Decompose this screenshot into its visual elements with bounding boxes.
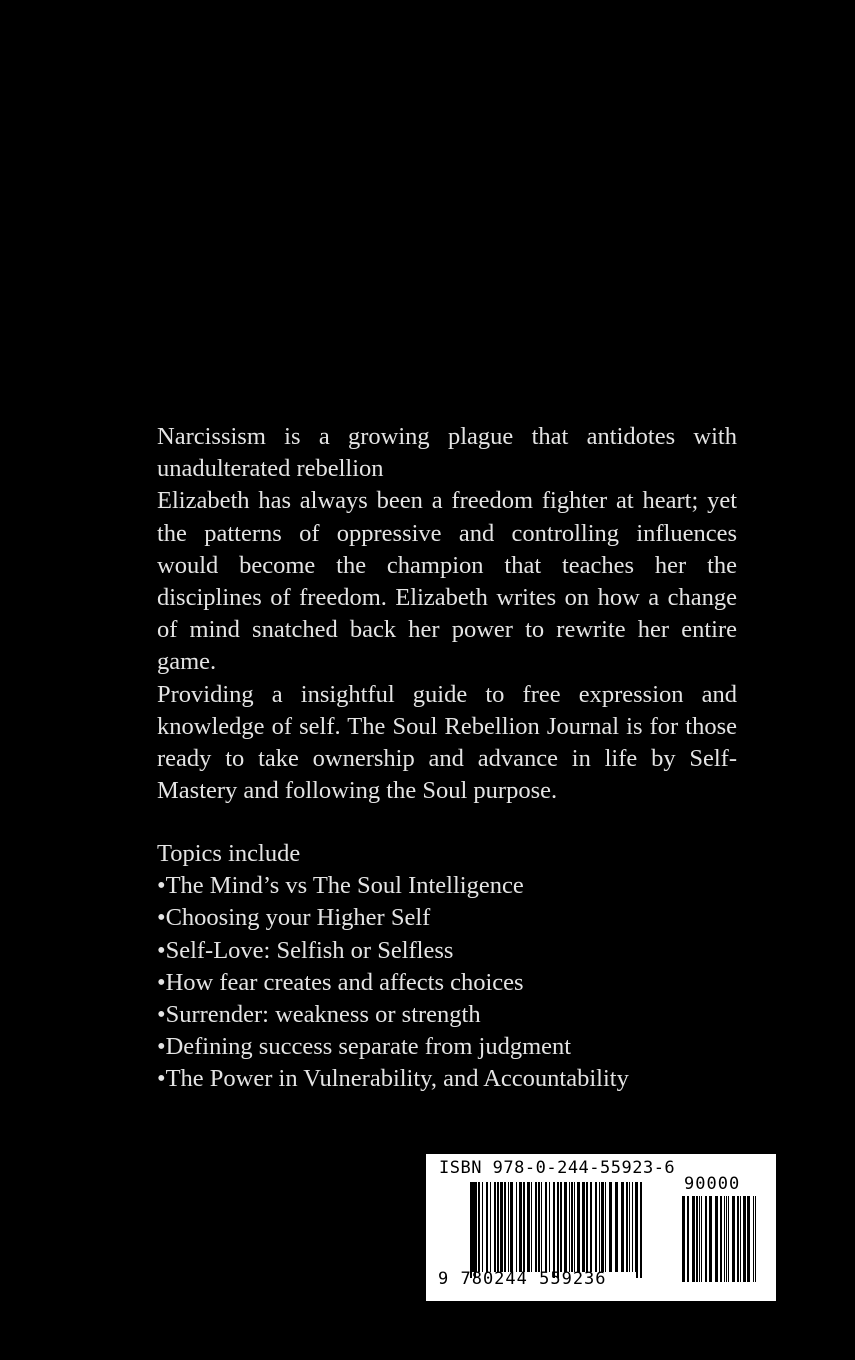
barcode-bar <box>687 1196 689 1282</box>
barcode-bar <box>605 1182 606 1272</box>
topics-heading: Topics include <box>157 840 301 867</box>
topic-item: •Surrender: weakness or strength <box>157 1001 481 1029</box>
barcode-bar <box>609 1182 612 1272</box>
barcode-guard-bar <box>474 1182 476 1278</box>
topic-item: •Defining success separate from judgment <box>157 1033 572 1061</box>
barcode-bar <box>699 1196 700 1282</box>
barcode-bar <box>724 1196 725 1282</box>
barcode-bar <box>590 1182 592 1272</box>
barcode-bar <box>720 1196 722 1282</box>
barcode-bar <box>497 1182 499 1272</box>
blurb-paragraph-3: Providing a insightful guide to free expression and knowledge of self. The Soul Rebellion Journal is for those ready to take ownership and advance in life by Self- Mastery and following the Soul purpose. <box>157 680 737 805</box>
isbn-barcode <box>426 1154 776 1301</box>
barcode-bar <box>478 1182 480 1272</box>
barcode-bar <box>510 1182 513 1272</box>
barcode-bar <box>519 1182 522 1272</box>
barcode-bar <box>472 1182 474 1272</box>
barcode-bar <box>527 1182 530 1272</box>
barcode-bar <box>715 1196 718 1282</box>
barcode-bar <box>516 1182 517 1272</box>
barcode-bar <box>508 1182 509 1272</box>
topics-section <box>157 838 757 1096</box>
barcode-bar <box>538 1182 540 1272</box>
price-code: 90000 <box>684 1174 741 1194</box>
barcode-bar <box>755 1196 756 1282</box>
barcode-bar <box>574 1182 575 1272</box>
barcode-bar <box>737 1196 739 1282</box>
barcode-bar <box>696 1196 698 1282</box>
barcode-guard-bar <box>553 1182 555 1278</box>
barcode-bar <box>753 1196 754 1282</box>
barcode-bar <box>732 1196 735 1282</box>
barcode-bar <box>535 1182 537 1272</box>
barcode-bar <box>482 1182 483 1272</box>
barcode-bar <box>569 1182 570 1272</box>
barcode-bar <box>615 1182 618 1272</box>
barcode-bar <box>629 1182 630 1272</box>
topic-item: •Self-Love: Selfish or Selfless <box>157 936 454 964</box>
barcode-bar <box>577 1182 580 1272</box>
barcode-bar <box>545 1182 547 1272</box>
ean-digits: 9 780244 559236 <box>438 1269 607 1289</box>
barcode-bar <box>549 1182 550 1272</box>
barcode-guard-bar <box>640 1182 642 1278</box>
topic-item: •How fear creates and affects choices <box>157 968 524 996</box>
topics-list <box>157 870 757 1095</box>
barcode-bar <box>494 1182 496 1272</box>
barcode-bar <box>599 1182 600 1272</box>
barcode-bar <box>586 1182 588 1272</box>
book-blurb <box>157 421 737 807</box>
barcode-bar <box>582 1182 585 1272</box>
barcode-bar <box>632 1182 633 1272</box>
barcode-bar <box>564 1182 567 1272</box>
barcode-bar <box>560 1182 562 1272</box>
barcode-bar <box>490 1182 491 1272</box>
barcode-bar <box>743 1196 746 1282</box>
barcode-guard-bar <box>470 1182 472 1278</box>
barcode-bar <box>682 1196 685 1282</box>
barcode-bar <box>541 1182 542 1272</box>
barcode-bar <box>595 1182 597 1272</box>
barcode-bar <box>747 1196 750 1282</box>
barcode-guard-bar <box>557 1182 559 1278</box>
barcode-bar <box>571 1182 573 1272</box>
barcode-bar <box>523 1182 525 1272</box>
barcode-guard-bar <box>636 1182 638 1278</box>
blurb-paragraph-1: Narcissism is a growing plague that antidotes with unadulterated rebellion <box>157 423 737 483</box>
barcode-bar <box>500 1182 503 1272</box>
isbn-label: ISBN 978-0-244-55923-6 <box>439 1158 676 1178</box>
barcode-bar <box>621 1182 624 1272</box>
topic-item: •The Power in Vulnerability, and Accountability <box>157 1065 629 1093</box>
barcode-bar <box>531 1182 532 1272</box>
barcode-bar <box>626 1182 628 1272</box>
blurb-paragraph-2: Elizabeth has always been a freedom fighter at heart; yet the patterns of oppressive and controlling influences would become the champion that teaches her the disciplines of freedom. Elizabeth writes on how a change of mind snatched back her power to rewrite her entire game. <box>157 487 737 676</box>
barcode-bar <box>709 1196 712 1282</box>
barcode-bar <box>728 1196 729 1282</box>
topic-item: •The Mind’s vs The Soul Intelligence <box>157 872 524 900</box>
barcode-bar <box>504 1182 506 1272</box>
barcode-bar <box>705 1196 707 1282</box>
barcode-bar <box>701 1196 702 1282</box>
barcode-bar <box>601 1182 604 1272</box>
topic-item: •Choosing your Higher Self <box>157 904 431 932</box>
barcode-bar <box>476 1182 477 1272</box>
barcode-bar <box>726 1196 727 1282</box>
barcode-bar <box>486 1182 488 1272</box>
barcode-bar <box>692 1196 695 1282</box>
barcode-bar <box>740 1196 741 1282</box>
